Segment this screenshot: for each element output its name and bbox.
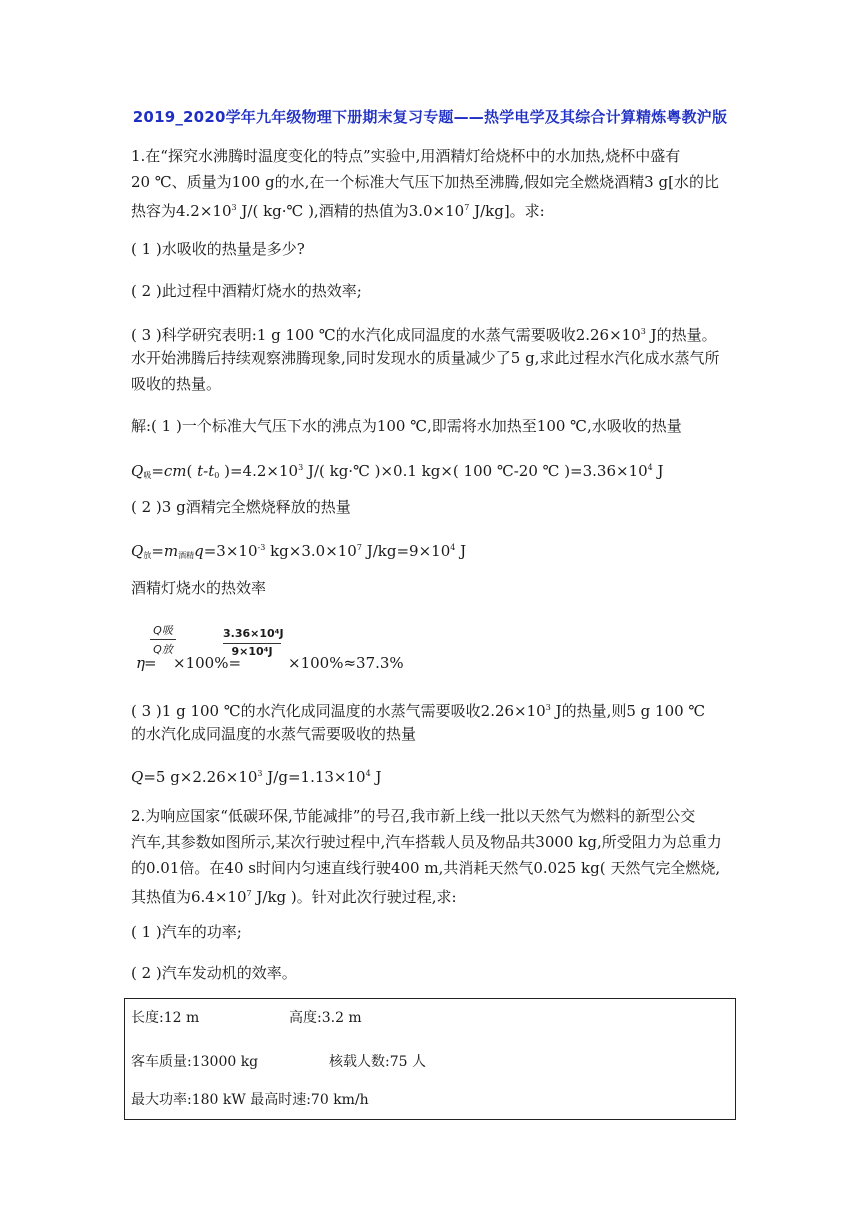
- fraction-numerator-q-absorbed: Q吸: [153, 624, 173, 637]
- q1-stem-line-2: 20 ℃、质量为100 g的水,在一个标准大气压下加热至沸腾,假如完全燃烧酒精3 g[水的比: [131, 173, 719, 191]
- solution-step-3-line-1: ( 3 )1 g 100 ℃的水汽化成同温度的水蒸气需要吸收$2.26\times 10^3$ J的热量,则5 g 100 ℃: [131, 702, 706, 720]
- solution-step-1: 解:( 1 )一个标准大气压下水的沸点为100 ℃,即需将水加热至100 ℃,水吸收的热量: [131, 417, 682, 435]
- q2-sub-question-1: ( 1 )汽车的功率;: [131, 923, 242, 941]
- fraction-denominator-value: 9×10⁴J: [231, 645, 273, 658]
- eta-result: ×100%≈37.3%: [288, 654, 404, 672]
- q1-sub-question-2: ( 2 )此过程中酒精灯烧水的热效率;: [131, 282, 362, 300]
- fraction-numerator-value: 3.36×10⁴J: [223, 627, 284, 640]
- q1-stem-line-3: 热容为$4.2\times 10^3$ J/( kg·℃ ),酒精的热值为$3.0\times 10^7$ J/kg]。求:: [131, 202, 545, 220]
- param-bus-mass: 客车质量:13000 kg: [131, 1054, 259, 1070]
- q2-stem-line-4: 其热值为$6.4\times 10^7$ J/kg )。针对此次行驶过程,求:: [131, 888, 457, 906]
- q2-sub-question-2: ( 2 )汽车发动机的效率。: [131, 964, 297, 982]
- eta-equals: =: [144, 654, 157, 672]
- q1-sub-question-3-line-1: ( 3 )科学研究表明:1 g 100 ℃的水汽化成同温度的水蒸气需要吸收$2.26\times 10^3$ J的热量。: [131, 326, 717, 344]
- fraction-bar: [150, 639, 176, 640]
- param-height: 高度:3.2 m: [289, 1010, 362, 1026]
- eta-middle: ×100%=: [173, 654, 242, 672]
- q1-stem-line-1: 1.在“探究水沸腾时温度变化的特点”实验中,用酒精灯给烧杯中的水加热,烧杯中盛有: [131, 147, 681, 165]
- param-length: 长度:12 m: [131, 1010, 200, 1026]
- bus-parameter-table: [124, 998, 736, 1120]
- fraction-values: [223, 626, 284, 662]
- q2-stem-line-3: 的0.01倍。在40 s时间内匀速直线行驶400 m,共消耗天然气0.025 kg( 天然气完全燃烧,: [131, 859, 721, 877]
- eta-symbol: η: [136, 654, 145, 672]
- equation-heat-released: $Q_放=m_{酒精}q=3\times 10^{-3}$ $kg\times 3.0\times 10^7$ $J/kg=9\times 10^4$ J: [131, 542, 467, 560]
- fraction-denominator-q-released: Q放: [153, 643, 173, 656]
- q1-sub-question-3-line-3: 吸收的热量。: [131, 375, 222, 393]
- equation-vaporization-heat: Q=5 $g\times 2.26\times 10^3$ $J/g=1.13\times 10^4$ J: [131, 768, 382, 786]
- q2-stem-line-2: 汽车,其参数如图所示,某次行驶过程中,汽车搭载人员及物品共3000 kg,所受阻力为总重力: [131, 833, 722, 851]
- equation-heat-absorbed: $Q_吸=cm$( $t-t_0$ )$=4.2\times 10^3$ J/( kg·℃ )×0.1 kg×( 100 ℃-20 ℃ )$=3.36\times 10^4$ J: [131, 462, 664, 480]
- q2-stem-line-1: 2.为响应国家“低碳环保,节能减排”的号召,我市新上线一批以天然气为燃料的新型公交: [131, 807, 696, 825]
- solution-step-2: ( 2 )3 g酒精完全燃烧释放的热量: [131, 498, 351, 516]
- q1-sub-question-1: ( 1 )水吸收的热量是多少?: [131, 240, 305, 258]
- param-power-speed: 最大功率:180 kW 最高时速:70 km/h: [131, 1092, 369, 1108]
- document-title: 2019_2020学年九年级物理下册期末复习专题——热学电学及其综合计算精炼粤教沪版: [132, 108, 728, 126]
- solution-step-3-line-2: 的水汽化成同温度的水蒸气需要吸收的热量: [131, 725, 417, 743]
- q1-sub-question-3-line-2: 水开始沸腾后持续观察沸腾现象,同时发现水的质量减少了5 g,求此过程水汽化成水蒸气所: [131, 349, 720, 367]
- param-capacity: 核载人数:75 人: [329, 1054, 426, 1070]
- fraction-bar-values: [223, 643, 281, 644]
- efficiency-label: 酒精灯烧水的热效率: [131, 579, 267, 597]
